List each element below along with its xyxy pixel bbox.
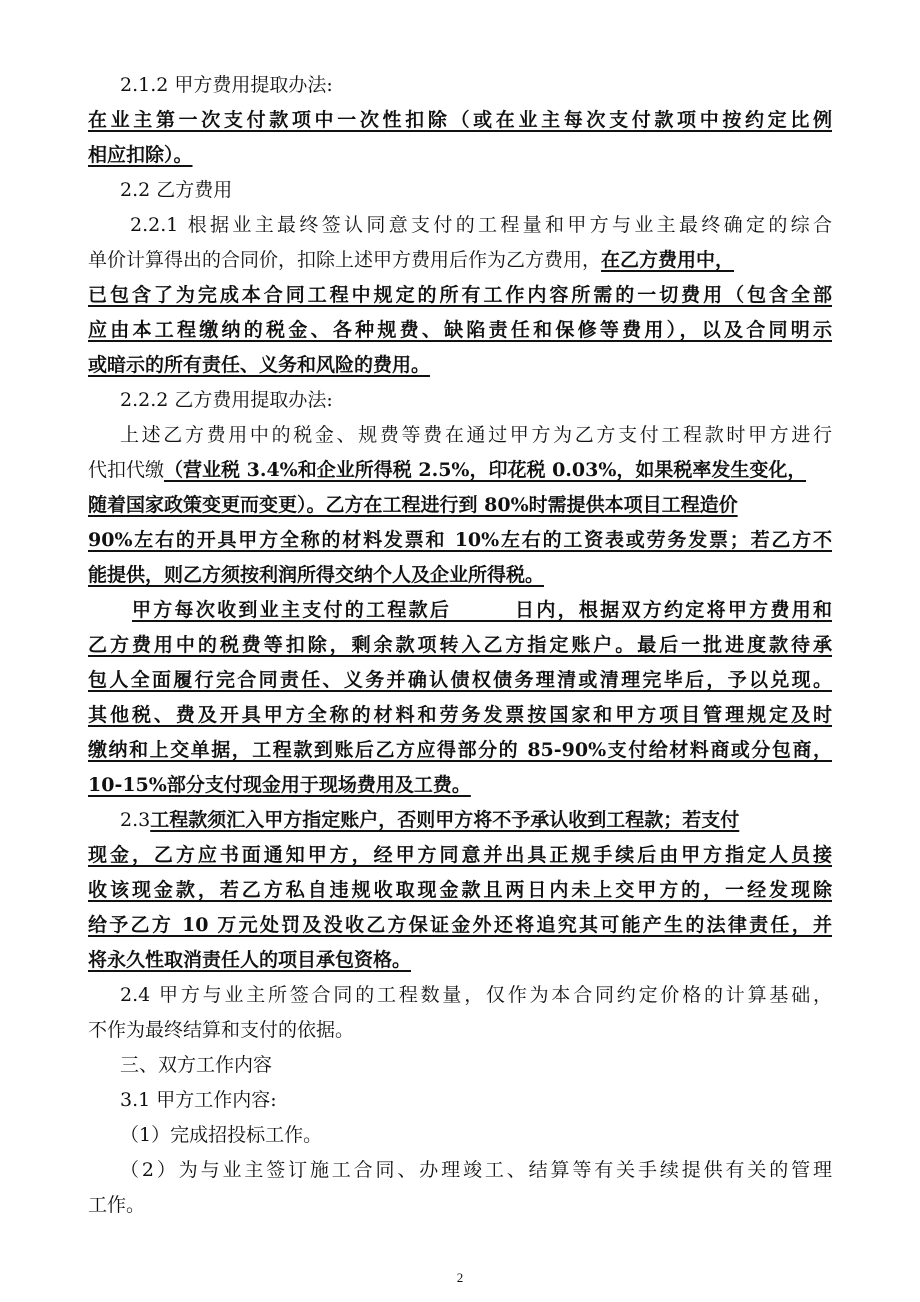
paragraph-text: 单价计算得出的合同价，扣除上述甲方费用后作为乙方费用， bbox=[88, 249, 602, 271]
paragraph-line: 将永久性取消责任人的项目承包资格。 bbox=[88, 949, 412, 971]
section-heading-3-1: 3.1 甲方工作内容: bbox=[120, 1089, 277, 1111]
list-item-continuation: 工作。 bbox=[88, 1194, 146, 1216]
paragraph-line: 上述乙方费用中的税金、规费等费在通过甲方为乙方支付工程款时甲方进行 bbox=[120, 424, 832, 446]
paragraph-text: 代扣代缴 bbox=[88, 459, 165, 481]
paragraph-line bbox=[88, 453, 806, 487]
paragraph-line: 90%左右的开具甲方全称的材料发票和 10%左右的工资表或劳务发票；若乙方不 bbox=[88, 529, 832, 551]
emphasis-text: 工程款须汇入甲方指定账户，否则甲方将不予承认收到工程款；若支付 bbox=[150, 809, 740, 831]
paragraph-line: 应由本工程缴纳的税金、各种规费、缺陷责任和保修等费用），以及合同明示 bbox=[88, 319, 832, 341]
list-item: （2）为与业主签订施工合同、办理竣工、结算等有关手续提供有关的管理 bbox=[120, 1159, 832, 1181]
paragraph-line: 给予乙方 10 万元处罚及没收乙方保证金外还将追究其可能产生的法律责任，并 bbox=[88, 914, 832, 936]
paragraph-line: 或暗示的所有责任、义务和风险的费用。 bbox=[88, 354, 431, 376]
section-number-2-3: 2.3 bbox=[120, 809, 151, 831]
emphasis-text: 随着国家政策变更而变更）。 bbox=[88, 494, 326, 516]
emphasis-text: 乙方在工程进行到 80%时需提供本项目工程造价 bbox=[325, 494, 738, 516]
page-number: 2 bbox=[456, 1270, 464, 1285]
paragraph-line: 包人全面履行完合同责任、义务并确认债权债务理清或清理完毕后，予以兑现。 bbox=[88, 669, 832, 691]
paragraph-line: 能提供，则乙方须按利润所得交纳个人及企业所得税。 bbox=[88, 564, 545, 586]
section-heading-2-1-2: 2.1.2 甲方费用提取办法: bbox=[120, 74, 333, 96]
paragraph-line: 2.4 甲方与业主所签合同的工程数量，仅作为本合同约定价格的计算基础， bbox=[120, 984, 832, 1006]
paragraph-line: 已包含了为完成本合同工程中规定的所有工作内容所需的一切费用（包含全部 bbox=[88, 284, 832, 306]
paragraph-line: 现金，乙方应书面通知甲方，经甲方同意并出具正规手续后由甲方指定人员接 bbox=[88, 844, 832, 866]
paragraph-line: 收该现金款，若乙方私自违规收取现金款且两日内未上交甲方的，一经发现除 bbox=[88, 879, 832, 901]
paragraph-line: 10-15%部分支付现金用于现场费用及工费。 bbox=[88, 774, 471, 796]
paragraph-line: 其他税、费及开具甲方全称的材料和劳务发票按国家和甲方项目管理规定及时 bbox=[88, 704, 832, 726]
paragraph-line: 在业主第一次支付款项中一次性扣除（或在业主每次支付款项中按约定比例 bbox=[88, 109, 832, 131]
chapter-heading: 三、双方工作内容 bbox=[120, 1054, 273, 1076]
paragraph-line: 缴纳和上交单据，工程款到账后乙方应得部分的 85-90%支付给材料商或分包商， bbox=[88, 739, 832, 761]
list-item: （1）完成招投标工作。 bbox=[120, 1124, 323, 1146]
section-heading-2-2: 2.2 乙方费用 bbox=[120, 179, 233, 201]
section-heading-2-2-2: 2.2.2 乙方费用提取办法: bbox=[120, 389, 333, 411]
emphasis-text: 在乙方费用中， bbox=[601, 249, 735, 271]
paragraph-line: 甲方每次收到业主支付的工程款后 日内，根据双方约定将甲方费用和 bbox=[132, 599, 832, 621]
emphasis-text: （营业税 3.4%和企业所得税 2.5%，印花税 0.03%，如果税率发生变化， bbox=[164, 459, 807, 481]
paragraph-line bbox=[88, 243, 734, 277]
paragraph-line: 2.2.1 根据业主最终签认同意支付的工程量和甲方与业主最终确定的综合 bbox=[130, 214, 832, 236]
paragraph-line: 不作为最终结算和支付的依据。 bbox=[88, 1019, 355, 1041]
paragraph-line bbox=[120, 803, 832, 837]
paragraph-line: 相应扣除）。 bbox=[88, 144, 193, 166]
paragraph-line bbox=[88, 488, 738, 522]
paragraph-line: 乙方费用中的税费等扣除，剩余款项转入乙方指定账户。最后一批进度款待承 bbox=[88, 634, 832, 656]
